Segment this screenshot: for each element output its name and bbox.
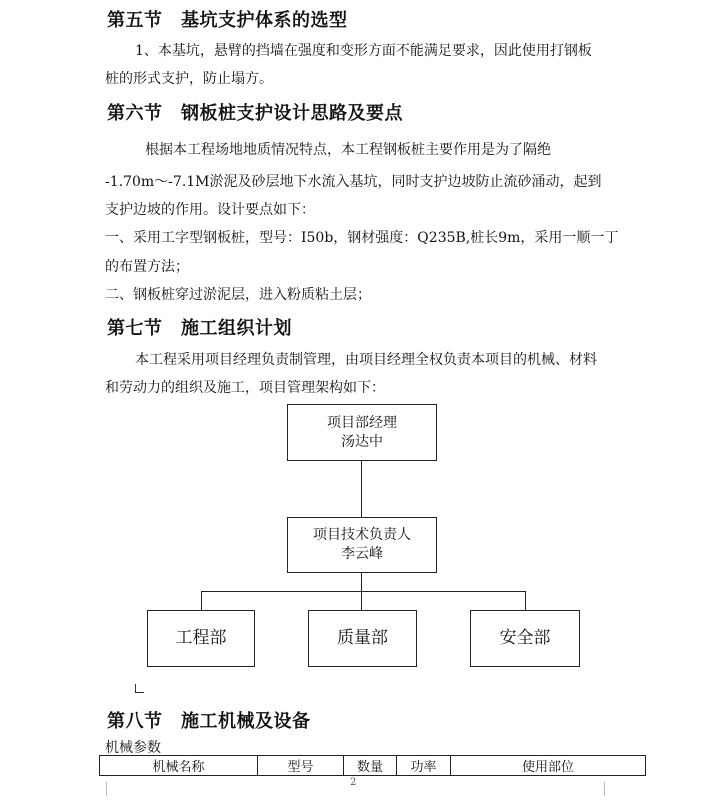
org-box-technical-lead	[287, 517, 437, 573]
org-box-project-manager	[287, 404, 437, 461]
engineering-dept-label: 工程部	[175, 628, 227, 648]
page-corner-mark-right	[604, 782, 619, 796]
org-connector-top	[361, 460, 362, 517]
section-5-paragraph-line-2: 桩的形式支护，防止塌方。	[105, 71, 273, 87]
section-6-line-6: 二、钢板桩穿过淤泥层，进入粉质粘土层；	[105, 287, 371, 303]
org-connector-branch	[201, 591, 525, 592]
paragraph-mark-icon	[135, 684, 144, 693]
org-connector-dept-3	[525, 591, 526, 610]
table-header-row	[100, 756, 646, 776]
org-connector-middle	[361, 572, 362, 591]
quality-dept-label: 质量部	[337, 628, 388, 648]
section-6-line-1: 根据本工程场地地质情况特点，本工程钢板桩主要作用是为了隔绝	[145, 142, 551, 158]
section-6-heading: 第六节 钢板桩支护设计思路及要点	[107, 103, 403, 124]
org-box-safety-dept	[470, 610, 580, 667]
section-7-paragraph-line-1: 本工程采用项目经理负责制管理，由项目经理全权负责本项目的机械、材料	[135, 352, 597, 368]
page-number: 2	[350, 777, 357, 788]
table-caption: 机械参数	[105, 740, 161, 756]
section-5-paragraph-line-1: 1、本基坑，悬臂的挡墙在强度和变形方面不能满足要求，因此使用打钢板	[135, 43, 592, 59]
section-6-line-5: 的布置方法；	[105, 259, 189, 275]
org-box-quality-dept	[308, 610, 417, 667]
org-box-engineering-dept	[147, 610, 255, 667]
page-corner-mark-left	[92, 782, 107, 796]
section-8-heading: 第八节 施工机械及设备	[107, 711, 311, 732]
technical-lead-name: 李云峰	[341, 546, 383, 562]
column-header-model: 型号	[258, 756, 344, 776]
section-7-heading: 第七节 施工组织计划	[107, 318, 292, 339]
section-5-heading: 第五节 基坑支护体系的选型	[107, 10, 348, 31]
column-header-power: 功率	[397, 756, 451, 776]
section-6-line-3: 支护边坡的作用。设计要点如下：	[105, 202, 315, 218]
project-manager-title: 项目部经理	[327, 414, 397, 431]
column-header-machine-name: 机械名称	[100, 756, 258, 776]
section-7-paragraph-line-2: 和劳动力的组织及施工，项目管理架构如下：	[105, 380, 385, 396]
column-header-usage-location: 使用部位	[451, 756, 646, 776]
column-header-quantity: 数量	[344, 756, 397, 776]
section-6-line-2: -1.70m～-7.1M淤泥及砂层地下水流入基坑，同时支护边坡防止流砂涌动，起到	[105, 174, 602, 190]
project-manager-name: 汤达中	[341, 433, 383, 450]
technical-lead-title: 项目技术负责人	[313, 527, 411, 543]
machinery-table	[99, 755, 646, 776]
org-connector-dept-2	[361, 591, 362, 610]
org-connector-dept-1	[201, 591, 202, 610]
section-6-line-4: 一、采用工字型钢板桩，型号：I50b，钢材强度：Q235B,桩长9m，采用一顺一丁	[105, 230, 619, 246]
safety-dept-label: 安全部	[499, 628, 551, 648]
